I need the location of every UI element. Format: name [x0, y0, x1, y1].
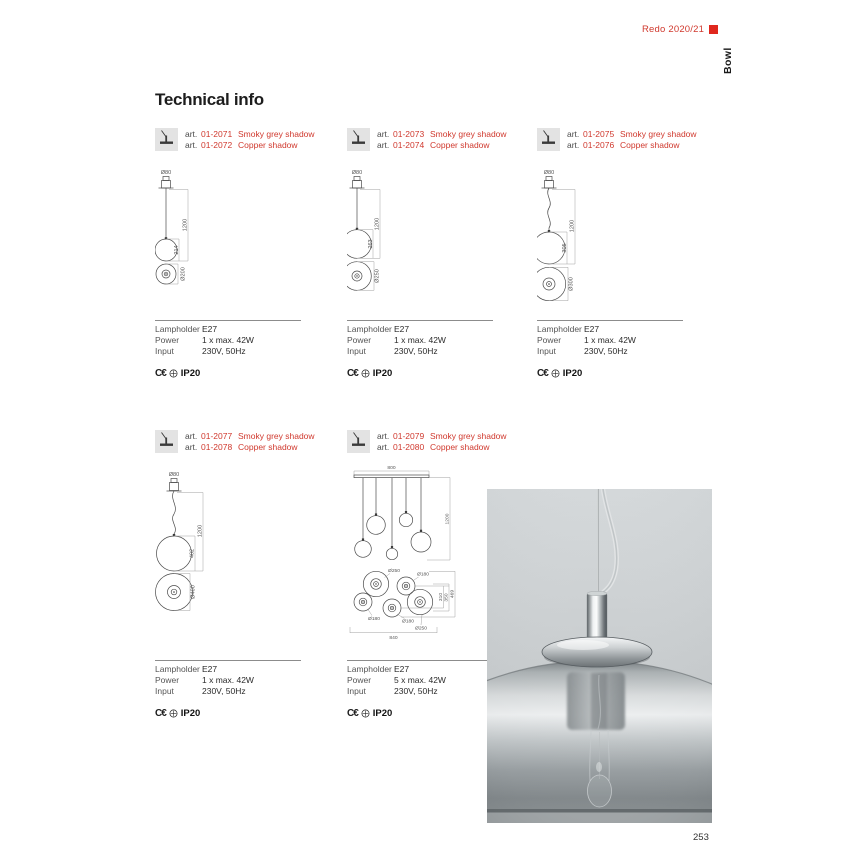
svg-text:1200: 1200	[445, 513, 451, 525]
technical-drawing-cluster	[347, 463, 507, 641]
page-title: Technical info	[155, 90, 264, 109]
article-line: art. 01-2074 Copper shadow	[377, 140, 490, 150]
svg-text:Ø80: Ø80	[168, 472, 180, 478]
product-block-4	[155, 430, 327, 719]
product-block-3	[537, 128, 709, 379]
certification-icon	[361, 369, 370, 378]
article-finish: Smoky grey shadow	[430, 431, 507, 441]
article-code: 01-2075	[583, 129, 615, 139]
article-code: 01-2073	[393, 129, 425, 139]
pendant-mount-icon	[537, 128, 560, 151]
certification-icon	[169, 709, 178, 718]
svg-text:Ø250: Ø250	[415, 626, 427, 632]
svg-text:469: 469	[450, 589, 456, 599]
article-line: art. 01-2078 Copper shadow	[185, 442, 298, 452]
ce-mark: C€	[347, 368, 358, 379]
pendant-mount-icon	[155, 128, 178, 151]
svg-text:Ø400: Ø400	[190, 585, 197, 599]
article-line: art. 01-2075 Smoky grey shadow	[567, 129, 697, 139]
ip-rating: IP20	[372, 368, 393, 379]
technical-drawing-d300	[537, 166, 687, 306]
certification-icon	[169, 369, 178, 378]
product-photo	[487, 489, 712, 823]
svg-text:Ø250: Ø250	[374, 269, 381, 283]
product-header	[155, 430, 327, 453]
catalog-reference	[642, 24, 718, 35]
svg-text:305: 305	[562, 243, 568, 253]
svg-text:800: 800	[387, 466, 396, 471]
article-line: art. 01-2072 Copper shadow	[185, 140, 298, 150]
svg-text:Ø180: Ø180	[402, 619, 414, 625]
article-line: art. 01-2071 Smoky grey shadow	[185, 129, 315, 139]
ip-rating: IP20	[562, 368, 583, 379]
svg-text:1200: 1200	[569, 219, 576, 233]
product-header	[537, 128, 709, 151]
product-block-5	[347, 430, 519, 719]
svg-text:1200: 1200	[197, 524, 204, 538]
svg-text:1200: 1200	[374, 217, 381, 231]
article-code: 01-2071	[201, 129, 233, 139]
svg-text:Ø300: Ø300	[568, 277, 575, 291]
ip-rating: IP20	[180, 708, 201, 719]
svg-text:350: 350	[444, 593, 450, 602]
spec-table: Lampholder E27 Power 1 x max. 42W Input 230V, 50Hz C€ IP20	[155, 320, 301, 379]
article-line: art. 01-2076 Copper shadow	[567, 140, 680, 150]
svg-text:Ø180: Ø180	[368, 617, 380, 622]
article-finish: Smoky grey shadow	[238, 129, 315, 139]
certification-icon	[551, 369, 560, 378]
spec-table: Lampholder E27 Power 1 x max. 42W Input 230V, 50Hz C€ IP20	[537, 320, 683, 379]
svg-text:Ø80: Ø80	[543, 170, 555, 176]
svg-text:1200: 1200	[182, 218, 189, 232]
article-finish: Copper shadow	[430, 140, 490, 150]
article-code: 01-2078	[201, 442, 233, 452]
spec-table: Lampholder E27 Power 1 x max. 42W Input 230V, 50Hz C€ IP20	[347, 320, 493, 379]
spec-table: Lampholder E27 Power 5 x max. 42W Input 230V, 50Hz C€ IP20	[347, 660, 493, 719]
article-code: 01-2076	[583, 140, 615, 150]
article-line: art. 01-2073 Smoky grey shadow	[377, 129, 507, 139]
brand-square	[709, 25, 718, 34]
product-header	[347, 128, 519, 151]
product-block-2	[347, 128, 519, 379]
svg-text:Ø80: Ø80	[160, 170, 172, 176]
svg-text:840: 840	[389, 636, 398, 641]
article-finish: Smoky grey shadow	[430, 129, 507, 139]
article-finish: Smoky grey shadow	[620, 129, 697, 139]
svg-text:Ø180: Ø180	[417, 572, 429, 578]
product-header	[347, 430, 519, 453]
technical-drawing-d250	[347, 166, 497, 298]
article-code: 01-2077	[201, 431, 233, 441]
svg-text:Ø80: Ø80	[351, 170, 363, 176]
technical-drawing-d400	[155, 465, 305, 617]
article-finish: Copper shadow	[620, 140, 680, 150]
svg-text:402: 402	[189, 548, 196, 559]
svg-text:Ø250: Ø250	[388, 569, 400, 574]
article-code: 01-2080	[393, 442, 425, 452]
article-finish: Copper shadow	[430, 442, 490, 452]
svg-text:214: 214	[174, 245, 180, 255]
ce-mark: C€	[155, 368, 166, 379]
product-header	[155, 128, 327, 151]
ce-mark: C€	[155, 708, 166, 719]
page-number: 253	[693, 832, 709, 843]
svg-text:310: 310	[439, 592, 444, 602]
article-code: 01-2079	[393, 431, 425, 441]
article-line: art. 01-2077 Smoky grey shadow	[185, 431, 315, 441]
certification-icon	[361, 709, 370, 718]
svg-text:263: 263	[368, 239, 374, 249]
svg-text:Ø200: Ø200	[180, 267, 187, 281]
product-block-1	[155, 128, 327, 379]
pendant-mount-icon	[155, 430, 178, 453]
pendant-mount-icon	[347, 128, 370, 151]
catalog-reference-text: Redo 2020/21	[642, 24, 705, 35]
ce-mark: C€	[537, 368, 548, 379]
article-finish: Copper shadow	[238, 140, 298, 150]
ce-mark: C€	[347, 708, 358, 719]
article-code: 01-2074	[393, 140, 425, 150]
ip-rating: IP20	[372, 708, 393, 719]
spec-table: Lampholder E27 Power 1 x max. 42W Input 230V, 50Hz C€ IP20	[155, 660, 301, 719]
pendant-mount-icon	[347, 430, 370, 453]
section-side-label: Bowl	[722, 47, 734, 74]
article-line: art. 01-2080 Copper shadow	[377, 442, 490, 452]
article-finish: Smoky grey shadow	[238, 431, 315, 441]
article-finish: Copper shadow	[238, 442, 298, 452]
technical-drawing-d200	[155, 166, 305, 298]
article-line: art. 01-2079 Smoky grey shadow	[377, 431, 507, 441]
ip-rating: IP20	[180, 368, 201, 379]
article-code: 01-2072	[201, 140, 233, 150]
